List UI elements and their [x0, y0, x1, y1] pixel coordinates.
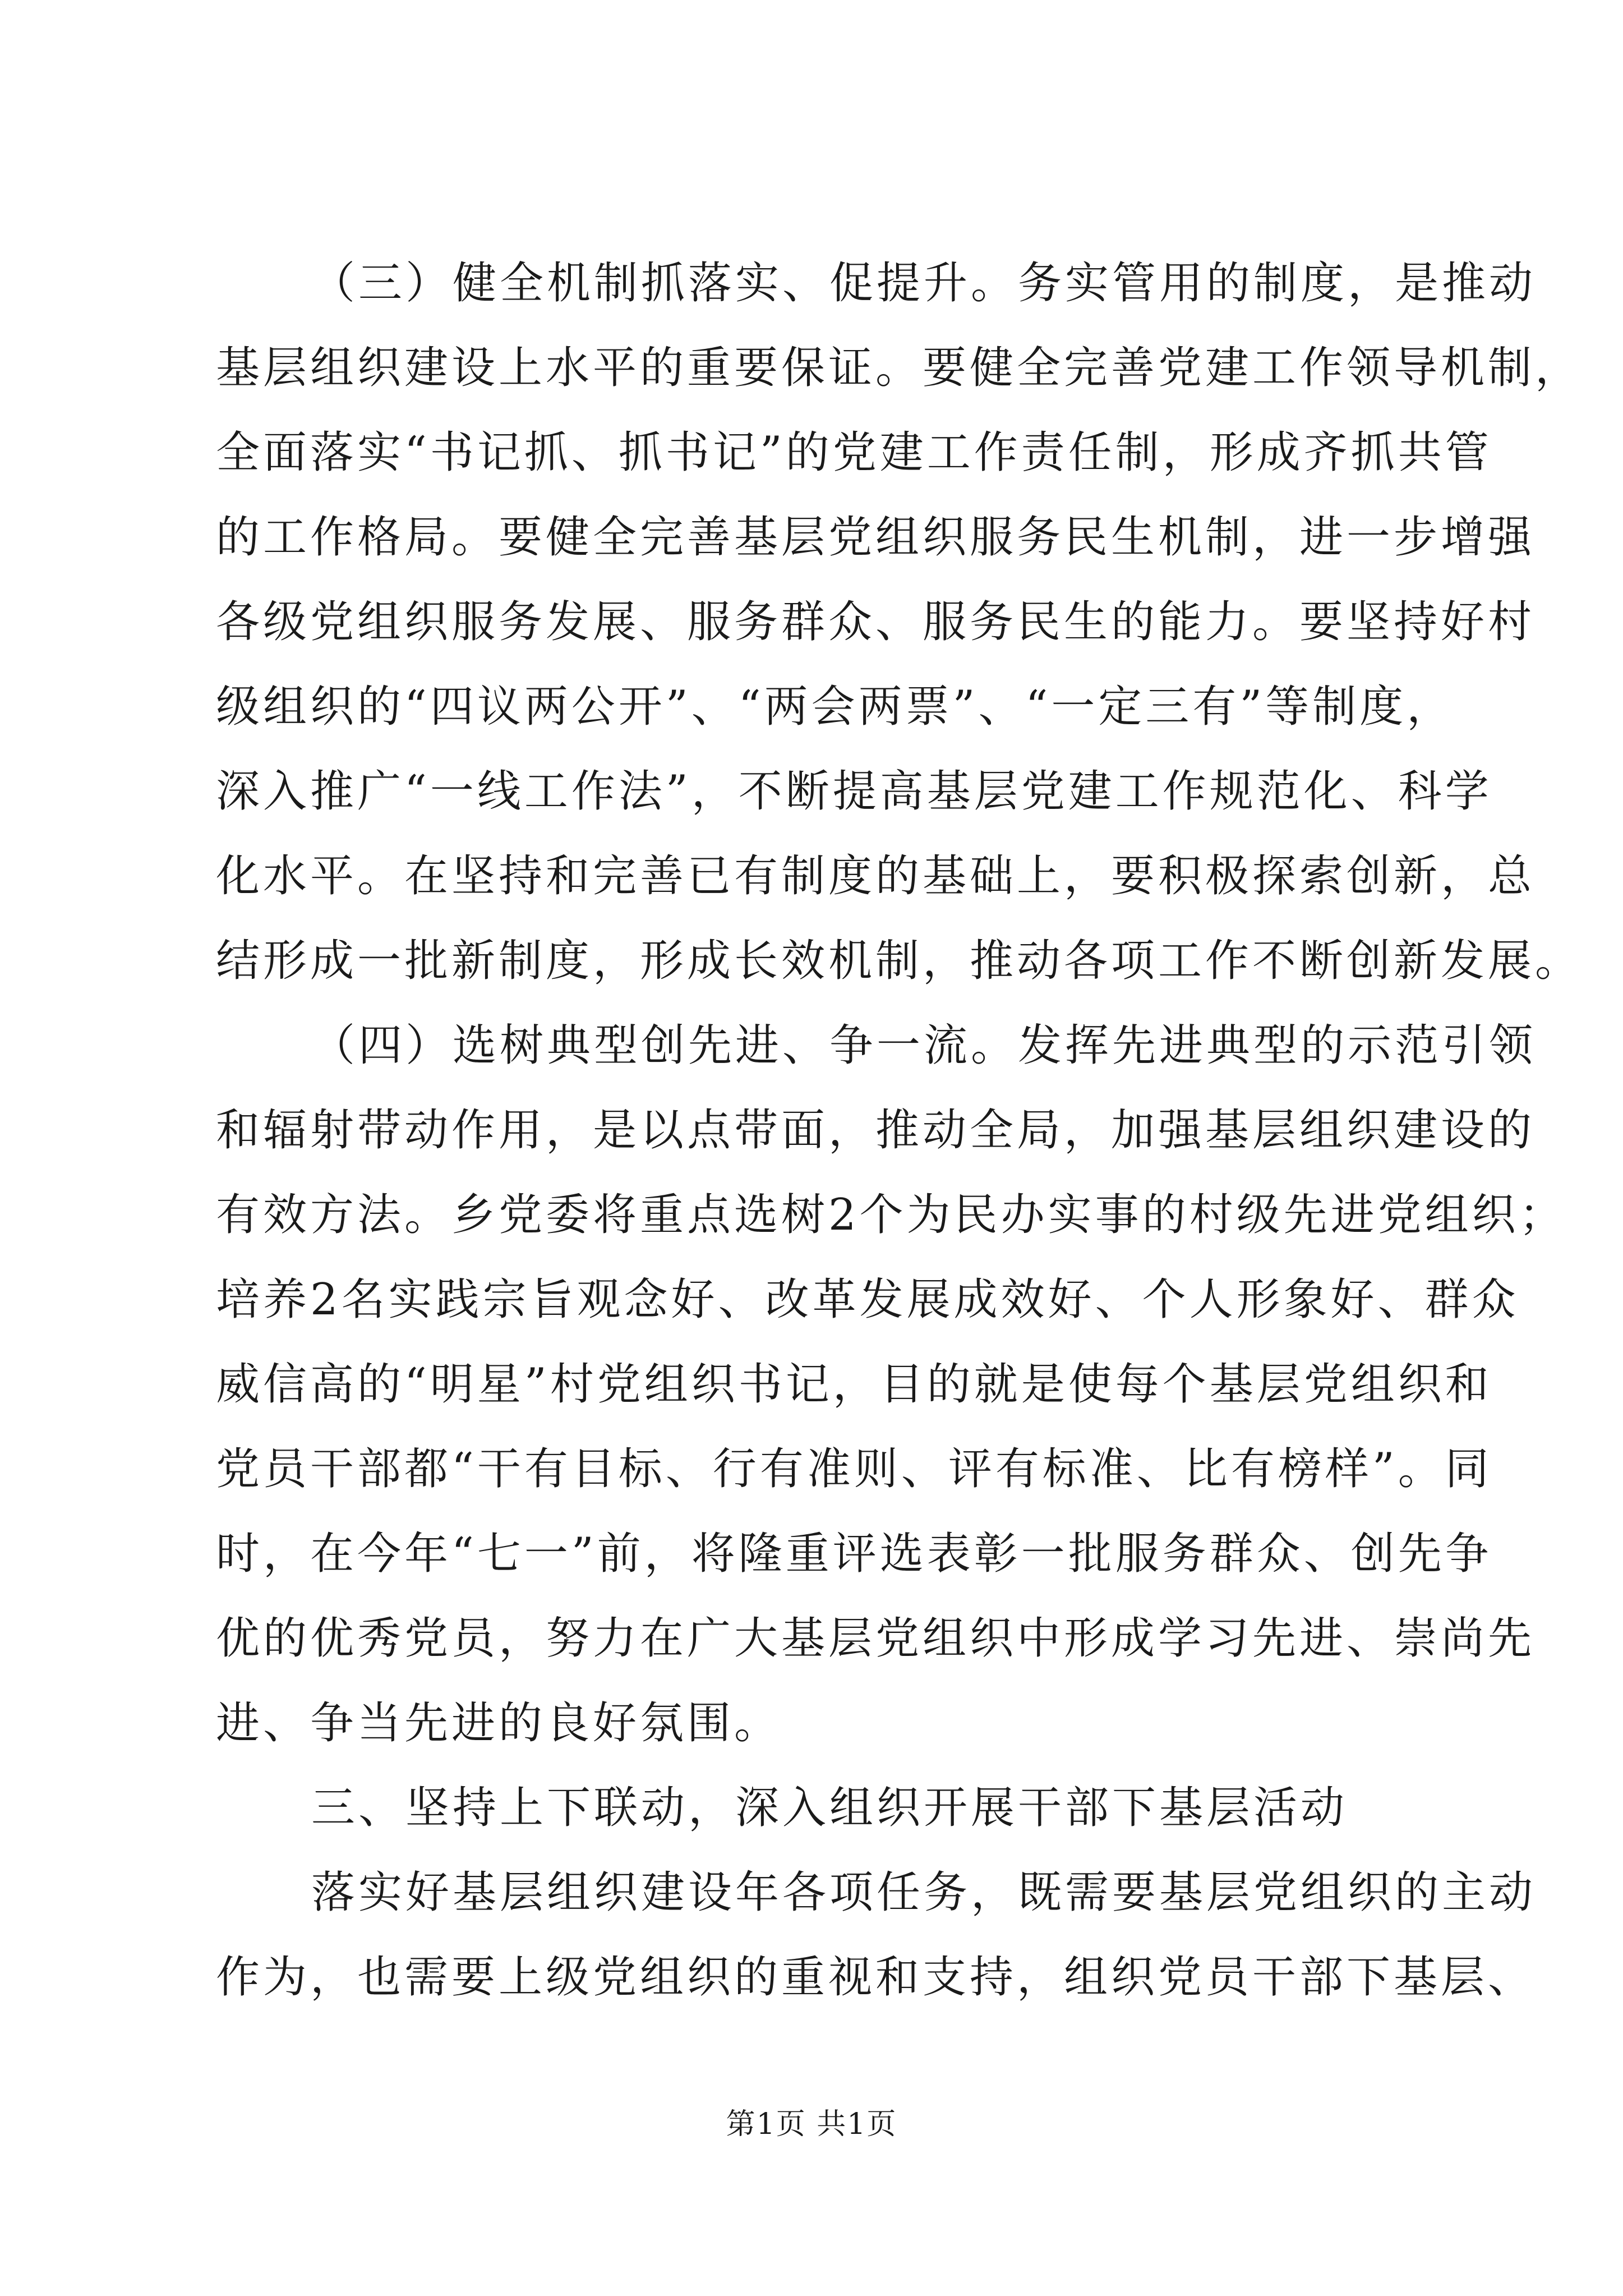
paragraph-line: 作为，也需要上级党组织的重视和支持，组织党员干部下基层、 [216, 1952, 1536, 2003]
paragraph-line: 有效方法。乡党委将重点选树2个为民办实事的村级先进党组织； [216, 1190, 1566, 1240]
paragraph-line: 结形成一批新制度，形成长效机制，推动各项工作不断创新发展。 [216, 936, 1583, 986]
paragraph-line: 威信高的“明星”村党组织书记，目的就是使每个基层党组织和 [216, 1359, 1492, 1410]
paragraph-line: 党员干部都“干有目标、行有准则、评有标准、比有榜样”。同 [216, 1444, 1492, 1494]
paragraph-line: 优的优秀党员，努力在广大基层党组织中形成学习先进、崇尚先 [216, 1613, 1536, 1664]
page-footer: 第1页 共1页 [726, 2108, 897, 2141]
paragraph-line: （三）健全机制抓落实、促提升。务实管用的制度，是推动 [311, 258, 1537, 309]
paragraph-line: 的工作格局。要健全完善基层党组织服务民生机制，进一步增强 [216, 512, 1536, 563]
paragraph-line: 落实好基层组织建设年各项任务，既需要基层党组织的主动 [311, 1867, 1537, 1918]
paragraph-line: 基层组织建设上水平的重要保证。要健全完善党建工作领导机制， [216, 343, 1583, 393]
document-body [216, 255, 1583, 2034]
section-heading: 三、坚持上下联动，深入组织开展干部下基层活动 [311, 1783, 1348, 1833]
paragraph-line: 化水平。在坚持和完善已有制度的基础上，要积极探索创新，总 [216, 851, 1536, 901]
paragraph-line: 进、争当先进的良好氛围。 [216, 1698, 782, 1749]
paragraph-line: 时，在今年“七一”前，将隆重评选表彰一批服务群众、创先争 [216, 1529, 1492, 1579]
paragraph-line: 深入推广“一线工作法”，不断提高基层党建工作规范化、科学 [216, 766, 1492, 817]
paragraph-line: 全面落实“书记抓、抓书记”的党建工作责任制，形成齐抓共管 [216, 427, 1492, 478]
paragraph-line: 各级党组织服务发展、服务群众、服务民生的能力。要坚持好村 [216, 597, 1536, 647]
paragraph-line: 培养2名实践宗旨观念好、改革发展成效好、个人形象好、群众 [216, 1274, 1519, 1325]
paragraph-line: 级组织的“四议两公开”、“两会两票”、“一定三有”等制度， [216, 682, 1454, 732]
paragraph-line: 和辐射带动作用，是以点带面，推动全局，加强基层组织建设的 [216, 1105, 1536, 1156]
paragraph-line: （四）选树典型创先进、争一流。发挥先进典型的示范引领 [311, 1020, 1537, 1071]
